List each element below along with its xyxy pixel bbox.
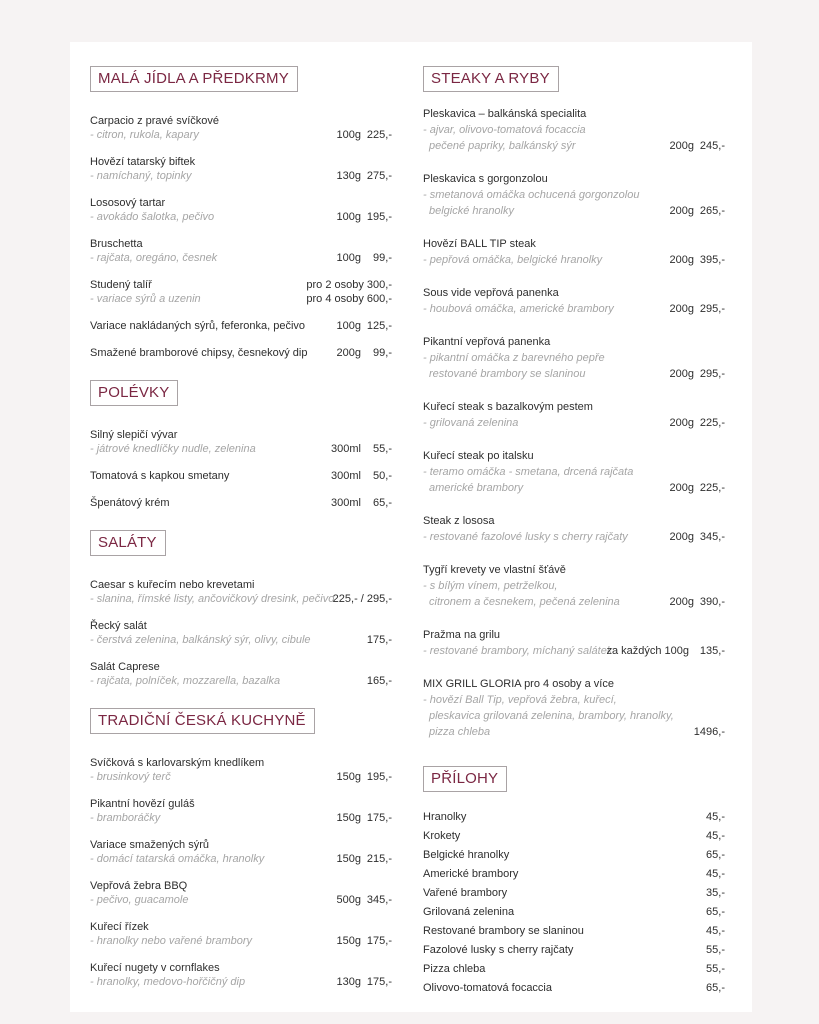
menu-item xyxy=(90,879,392,907)
menu-item-name: Vařené brambory xyxy=(423,887,508,899)
menu-item-price: 245,- xyxy=(699,140,725,152)
menu-item-price: 55,- xyxy=(706,963,725,975)
menu-item-weight: 200g xyxy=(669,368,694,380)
menu-item-pricing xyxy=(670,529,725,545)
menu-item-text xyxy=(423,562,670,610)
menu-item-text xyxy=(90,838,337,866)
menu-item-list xyxy=(90,428,392,510)
menu-item xyxy=(90,920,392,948)
menu-item-description: - ajvar, olivovo-tomatová focaccia xyxy=(423,124,586,136)
menu-item-text xyxy=(90,961,337,989)
section-heading-wrap xyxy=(423,757,725,808)
menu-item-name: Steak z lososa xyxy=(423,515,495,527)
menu-item-text xyxy=(423,676,694,740)
menu-item-list xyxy=(423,106,725,740)
menu-item-name: Hranolky xyxy=(423,811,467,823)
menu-item-name: Vepřová žebra BBQ xyxy=(90,880,188,892)
menu-item-pricing xyxy=(694,827,725,846)
menu-item-price: 45,- xyxy=(706,830,725,842)
menu-item-price: 175,- xyxy=(366,935,392,947)
menu-item xyxy=(423,960,725,979)
menu-item-name: Pikantní vepřová panenka xyxy=(423,336,551,348)
menu-item-price: 175,- xyxy=(366,812,392,824)
menu-item xyxy=(423,171,725,219)
menu-item-description: - rajčata, oregáno, česnek xyxy=(90,252,218,264)
menu-item-weight: 200g xyxy=(669,205,694,217)
menu-item-description: restované brambory se slaninou xyxy=(429,368,586,380)
menu-item-description: - houbová omáčka, americké brambory xyxy=(423,303,614,315)
menu-item xyxy=(90,155,392,183)
menu-item-list xyxy=(90,578,392,688)
menu-item-text xyxy=(90,346,337,360)
menu-item-weight: 100g xyxy=(336,320,361,332)
menu-item-text xyxy=(90,660,361,688)
menu-item-name: Kuřecí steak s bazalkovým pestem xyxy=(423,401,593,413)
menu-item-weight: 500g xyxy=(336,894,361,906)
menu-item-pricing xyxy=(606,643,725,659)
menu-item-list xyxy=(90,756,392,989)
menu-item-text xyxy=(423,827,694,846)
menu-item-description: - citron, rukola, kapary xyxy=(90,129,199,141)
menu-item-description: - namíchaný, topinky xyxy=(90,170,192,182)
menu-section xyxy=(90,373,392,510)
menu-item-name: Belgické hranolky xyxy=(423,849,510,861)
menu-item-name: Bruschetta xyxy=(90,238,143,250)
menu-item-name: Sous vide vepřová panenka xyxy=(423,287,559,299)
menu-item xyxy=(423,865,725,884)
menu-item-pricing xyxy=(331,496,392,510)
menu-item-price: 345,- xyxy=(366,894,392,906)
menu-item xyxy=(90,838,392,866)
menu-item xyxy=(423,941,725,960)
menu-column-left xyxy=(90,66,392,1002)
menu-item-description: - pečivo, guacamole xyxy=(90,894,189,906)
menu-item-weight: 200g xyxy=(669,596,694,608)
menu-item-text xyxy=(423,106,670,154)
menu-item-text xyxy=(90,196,337,224)
menu-item xyxy=(423,399,725,431)
menu-item-price: 345,- xyxy=(699,531,725,543)
price-line: 225,- / 295,- xyxy=(332,593,392,605)
section-heading-wrap xyxy=(90,373,392,428)
menu-item-text xyxy=(423,808,694,827)
menu-item-price: 225,- xyxy=(699,482,725,494)
menu-item-name: Kuřecí steak po italsku xyxy=(423,450,534,462)
menu-item xyxy=(90,660,392,688)
menu-item-text xyxy=(423,941,694,960)
menu-item-pricing xyxy=(361,633,392,647)
menu-item-weight: za každých 100g xyxy=(606,645,689,657)
menu-item-description: - rajčata, polníček, mozzarella, bazalka xyxy=(90,675,281,687)
menu-item-pricing xyxy=(670,480,725,496)
menu-item-name: Carpacio z pravé svíčkové xyxy=(90,115,219,127)
menu-page xyxy=(70,42,752,1012)
menu-item-price: 1496,- xyxy=(693,726,725,738)
menu-item-name: Caesar s kuřecím nebo krevetami xyxy=(90,579,255,591)
menu-item-price: 195,- xyxy=(366,211,392,223)
menu-item-name: Pleskavica – balkánská specialita xyxy=(423,108,587,120)
menu-item-weight: 150g xyxy=(336,771,361,783)
menu-item-weight: 300ml xyxy=(331,470,361,482)
menu-item-description: pečené papriky, balkánský sýr xyxy=(429,140,576,152)
menu-item-description: - bramboráčky xyxy=(90,812,161,824)
menu-item-pricing xyxy=(337,811,392,825)
menu-item xyxy=(90,496,392,510)
section-heading: SALÁTY xyxy=(90,530,166,556)
section-heading: STEAKY A RYBY xyxy=(423,66,559,92)
menu-item xyxy=(90,797,392,825)
menu-item-price: 275,- xyxy=(366,170,392,182)
menu-item-pricing xyxy=(694,724,725,740)
menu-item-description: - hranolky, medovo-hořčičný dip xyxy=(90,976,246,988)
menu-item-price: 45,- xyxy=(706,868,725,880)
menu-item-price: 50,- xyxy=(373,470,392,482)
menu-item-pricing xyxy=(694,865,725,884)
section-heading-wrap xyxy=(90,523,392,578)
menu-item-text xyxy=(423,922,694,941)
menu-item-text xyxy=(90,319,337,333)
menu-item-weight: 300ml xyxy=(331,497,361,509)
menu-item-text xyxy=(423,171,670,219)
menu-item xyxy=(423,827,725,846)
menu-item-description: - pepřová omáčka, belgické hranolky xyxy=(423,254,603,266)
menu-item-pricing xyxy=(361,674,392,688)
menu-item-pricing xyxy=(337,346,392,360)
price-line: pro 4 osoby 600,- xyxy=(306,293,392,305)
menu-item-name: MIX GRILL GLORIA pro 4 osoby a více xyxy=(423,678,614,690)
menu-item-text xyxy=(90,237,337,265)
menu-item-name: Tygří krevety ve vlastní šťávě xyxy=(423,564,566,576)
menu-item-description: - pikantní omáčka z barevného pepře xyxy=(423,352,605,364)
menu-item-name: Restované brambory se slaninou xyxy=(423,925,584,937)
menu-item-description: - avokádo šalotka, pečivo xyxy=(90,211,215,223)
menu-item-pricing xyxy=(670,594,725,610)
menu-item xyxy=(423,448,725,496)
section-heading-wrap xyxy=(90,66,392,114)
menu-item-price: 295,- xyxy=(699,368,725,380)
menu-item xyxy=(90,278,392,306)
menu-item-price: 395,- xyxy=(699,254,725,266)
menu-item-price: 225,- xyxy=(366,129,392,141)
menu-item xyxy=(90,237,392,265)
menu-item xyxy=(90,319,392,333)
menu-item xyxy=(423,562,725,610)
menu-item-price: 35,- xyxy=(706,887,725,899)
menu-item-weight: 200g xyxy=(669,531,694,543)
menu-item-pricing xyxy=(337,210,392,224)
section-heading: POLÉVKY xyxy=(90,380,178,406)
menu-item-text xyxy=(90,469,331,483)
menu-item-price: 195,- xyxy=(366,771,392,783)
price-lines xyxy=(306,278,392,306)
menu-item xyxy=(90,428,392,456)
menu-item-name: Pikantní hovězí guláš xyxy=(90,798,195,810)
section-heading-wrap xyxy=(423,66,725,106)
menu-item-pricing xyxy=(337,770,392,784)
menu-item-name: Hovězí BALL TIP steak xyxy=(423,238,536,250)
menu-item xyxy=(423,285,725,317)
menu-item-pricing xyxy=(337,975,392,989)
menu-item-description: - variace sýrů a uzenin xyxy=(90,293,201,305)
section-heading: TRADIČNÍ ČESKÁ KUCHYNĚ xyxy=(90,708,315,734)
menu-item xyxy=(90,346,392,360)
menu-item-price: 265,- xyxy=(699,205,725,217)
menu-item-list xyxy=(90,114,392,360)
menu-item-weight: 200g xyxy=(669,254,694,266)
menu-item xyxy=(90,578,392,606)
menu-item-pricing xyxy=(694,960,725,979)
menu-item-text xyxy=(90,578,333,606)
menu-item-weight: 200g xyxy=(336,347,361,359)
menu-item xyxy=(423,627,725,659)
menu-item xyxy=(423,513,725,545)
menu-item-pricing xyxy=(694,903,725,922)
menu-item-pricing xyxy=(670,203,725,219)
menu-item-weight: 200g xyxy=(669,140,694,152)
menu-item-description: - slanina, římské listy, ančovičkový dresink, pečivo xyxy=(90,593,335,605)
menu-item-weight: 200g xyxy=(669,417,694,429)
menu-item-pricing xyxy=(670,301,725,317)
menu-item-weight: 130g xyxy=(336,976,361,988)
menu-item-pricing xyxy=(337,251,392,265)
menu-item-pricing xyxy=(694,941,725,960)
menu-item-description: - hovězí Ball Tip, vepřová žebra, kuřecí, xyxy=(423,694,617,706)
menu-item-price: 65,- xyxy=(706,982,725,994)
menu-item-name: Fazolové lusky s cherry rajčaty xyxy=(423,944,574,956)
menu-item xyxy=(90,619,392,647)
menu-item-name: Kuřecí nugety v cornflakes xyxy=(90,962,220,974)
menu-item-text xyxy=(90,920,337,948)
menu-item-price: 125,- xyxy=(366,320,392,332)
menu-item-price: 390,- xyxy=(699,596,725,608)
menu-item-text xyxy=(423,960,694,979)
menu-item-description: belgické hranolky xyxy=(429,205,514,217)
menu-item-pricing xyxy=(694,808,725,827)
section-heading-wrap xyxy=(90,701,392,756)
menu-item-price: 175,- xyxy=(366,634,392,646)
menu-item-text xyxy=(423,285,670,317)
menu-item-pricing xyxy=(670,415,725,431)
menu-item-text xyxy=(423,903,694,922)
menu-item-pricing xyxy=(337,169,392,183)
menu-item-price: 215,- xyxy=(366,853,392,865)
menu-item-text xyxy=(423,334,670,382)
menu-item-pricing xyxy=(306,278,392,306)
menu-item-text xyxy=(90,114,337,142)
section-heading: MALÁ JÍDLA A PŘEDKRMY xyxy=(90,66,298,92)
menu-item-pricing xyxy=(670,366,725,382)
menu-item-name: Smažené bramborové chipsy, česnekový dip xyxy=(90,347,308,359)
menu-item-name: Olivovo-tomatová focaccia xyxy=(423,982,552,994)
menu-item-description: - játrové knedlíčky nudle, zelenina xyxy=(90,443,256,455)
menu-item-name: Pizza chleba xyxy=(423,963,486,975)
menu-item-name: Krokety xyxy=(423,830,461,842)
menu-item-pricing xyxy=(694,922,725,941)
menu-item-description: - restované brambory, míchaný salátek xyxy=(423,645,613,657)
menu-item-text xyxy=(90,496,331,510)
menu-item-price: 45,- xyxy=(706,811,725,823)
menu-item-price: 65,- xyxy=(706,906,725,918)
menu-item xyxy=(90,114,392,142)
menu-item-price: 45,- xyxy=(706,925,725,937)
menu-item-price: 225,- xyxy=(699,417,725,429)
menu-item-pricing xyxy=(670,138,725,154)
menu-item-name: Lososový tartar xyxy=(90,197,166,209)
menu-item xyxy=(423,979,725,998)
menu-item-name: Salát Caprese xyxy=(90,661,160,673)
menu-item-description: - restované fazolové lusky s cherry rajčaty xyxy=(423,531,628,543)
menu-item-pricing xyxy=(337,934,392,948)
menu-item xyxy=(423,808,725,827)
menu-item-price: 55,- xyxy=(706,944,725,956)
menu-item xyxy=(90,196,392,224)
menu-item-description: - s bílým vínem, petrželkou, xyxy=(423,580,558,592)
menu-item-name: Svíčková s karlovarským knedlíkem xyxy=(90,757,265,769)
menu-item-description: - domácí tatarská omáčka, hranolky xyxy=(90,853,265,865)
menu-item-name: Kuřecí řízek xyxy=(90,921,149,933)
menu-item-text xyxy=(423,627,613,659)
menu-item xyxy=(90,756,392,784)
menu-item-text xyxy=(423,236,670,268)
menu-item-name: Pleskavica s gorgonzolou xyxy=(423,173,548,185)
menu-item-pricing xyxy=(337,128,392,142)
menu-section xyxy=(423,66,725,740)
menu-section xyxy=(90,523,392,688)
menu-item xyxy=(90,469,392,483)
menu-item-price: 295,- xyxy=(699,303,725,315)
menu-item-description: - brusinkový terč xyxy=(90,771,171,783)
menu-item-weight: 150g xyxy=(336,935,361,947)
menu-item-weight: 150g xyxy=(336,812,361,824)
menu-item-pricing xyxy=(694,846,725,865)
menu-item-text xyxy=(423,399,670,431)
menu-item-text xyxy=(90,619,361,647)
menu-section xyxy=(90,66,392,360)
menu-item xyxy=(423,106,725,154)
menu-item-weight: 300ml xyxy=(331,443,361,455)
menu-item xyxy=(90,961,392,989)
menu-item-name: Tomatová s kapkou smetany xyxy=(90,470,230,482)
menu-item-name: Variace smažených sýrů xyxy=(90,839,210,851)
menu-item-name: Studený talíř xyxy=(90,279,152,291)
menu-item-weight: 200g xyxy=(669,303,694,315)
menu-item-description: - hranolky nebo vařené brambory xyxy=(90,935,253,947)
menu-item-description: - čerstvá zelenina, balkánský sýr, olivy, cibule xyxy=(90,634,311,646)
menu-column-right xyxy=(423,66,725,998)
menu-section xyxy=(423,757,725,998)
menu-item xyxy=(423,922,725,941)
menu-item xyxy=(423,676,725,740)
menu-item-text xyxy=(90,155,337,183)
price-line: pro 2 osoby 300,- xyxy=(306,279,392,291)
menu-section xyxy=(90,701,392,989)
menu-item-description: - smetanová omáčka ochucená gorgonzolou xyxy=(423,189,640,201)
menu-item-name: Americké brambory xyxy=(423,868,519,880)
menu-item-pricing xyxy=(694,884,725,903)
section-heading: PŘÍLOHY xyxy=(423,766,507,792)
menu-item-name: Pražma na grilu xyxy=(423,629,501,641)
menu-item-weight: 150g xyxy=(336,853,361,865)
menu-item-text xyxy=(423,846,694,865)
menu-item-text xyxy=(90,797,337,825)
menu-item-pricing xyxy=(337,852,392,866)
menu-item-weight: 130g xyxy=(336,170,361,182)
menu-item-price: 99,- xyxy=(373,347,392,359)
menu-item-weight: 100g xyxy=(336,211,361,223)
menu-item-pricing xyxy=(694,979,725,998)
price-lines xyxy=(333,592,392,606)
menu-item-pricing xyxy=(333,592,392,606)
menu-item-description: pleskavica grilovaná zelenina, brambory, hranolky, xyxy=(429,710,674,722)
menu-item xyxy=(423,903,725,922)
menu-item-price: 175,- xyxy=(366,976,392,988)
menu-item-name: Řecký salát xyxy=(90,620,147,632)
menu-item-price: 165,- xyxy=(366,675,392,687)
menu-item-text xyxy=(90,278,306,306)
menu-item-name: Variace nakládaných sýrů, feferonka, pečivo xyxy=(90,320,306,332)
menu-item-pricing xyxy=(331,442,392,456)
menu-item-weight: 100g xyxy=(336,129,361,141)
menu-item-list xyxy=(423,808,725,998)
menu-item-name: Silný slepičí vývar xyxy=(90,429,178,441)
menu-item-price: 65,- xyxy=(706,849,725,861)
menu-item-description: - grilovaná zelenina xyxy=(423,417,519,429)
menu-item-name: Grilovaná zelenina xyxy=(423,906,515,918)
menu-item xyxy=(423,884,725,903)
menu-item-text xyxy=(423,865,694,884)
menu-item-name: Hovězí tatarský biftek xyxy=(90,156,196,168)
menu-item-price: 65,- xyxy=(373,497,392,509)
menu-item xyxy=(423,334,725,382)
menu-item-text xyxy=(423,979,694,998)
menu-item xyxy=(423,236,725,268)
menu-item-description: americké brambory xyxy=(429,482,524,494)
menu-item xyxy=(423,846,725,865)
menu-item-pricing xyxy=(337,893,392,907)
menu-item-pricing xyxy=(337,319,392,333)
menu-item-pricing xyxy=(670,252,725,268)
menu-item-description: citronem a česnekem, pečená zelenina xyxy=(429,596,620,608)
menu-item-text xyxy=(90,756,337,784)
menu-item-text xyxy=(423,513,670,545)
menu-item-price: 55,- xyxy=(373,443,392,455)
menu-item-weight: 200g xyxy=(669,482,694,494)
menu-item-text xyxy=(423,884,694,903)
menu-item-price: 99,- xyxy=(373,252,392,264)
menu-item-name: Špenátový krém xyxy=(90,497,170,509)
menu-item-pricing xyxy=(331,469,392,483)
menu-item-text xyxy=(423,448,670,496)
menu-item-description: pizza chleba xyxy=(429,726,491,738)
menu-item-weight: 100g xyxy=(336,252,361,264)
menu-item-text xyxy=(90,879,337,907)
menu-item-description: - teramo omáčka - smetana, drcená rajčata xyxy=(423,466,634,478)
menu-item-price: 135,- xyxy=(699,645,725,657)
menu-item-text xyxy=(90,428,331,456)
